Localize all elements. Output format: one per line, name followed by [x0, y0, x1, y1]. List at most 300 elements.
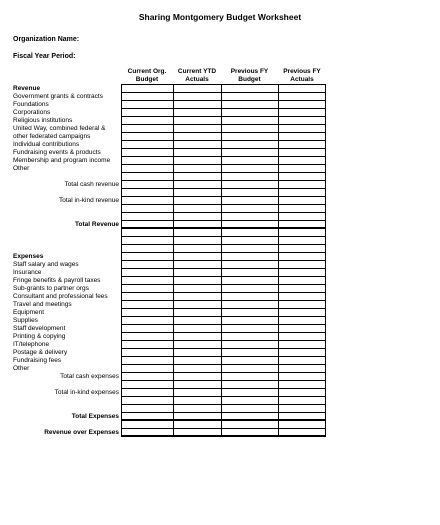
input-cell[interactable] — [173, 333, 221, 341]
row-cells — [121, 381, 326, 389]
row-cells — [121, 173, 326, 181]
input-cell[interactable] — [278, 309, 326, 317]
table-row — [0, 125, 440, 133]
input-cell[interactable] — [173, 173, 221, 181]
row-cells — [121, 117, 326, 125]
column-header-current-budget — [121, 68, 173, 84]
input-cell[interactable] — [121, 357, 173, 365]
input-cell[interactable] — [173, 429, 221, 437]
table-row — [0, 285, 440, 293]
input-cell[interactable] — [121, 301, 173, 309]
input-cell[interactable] — [221, 325, 278, 333]
row-cells — [121, 277, 326, 285]
row-label: Government grants & contracts — [13, 93, 103, 100]
input-cell[interactable] — [121, 101, 173, 109]
input-cell[interactable] — [278, 253, 326, 261]
row-label: Insurance — [13, 269, 42, 276]
input-cell[interactable] — [173, 117, 221, 125]
row-label: Other — [13, 365, 30, 372]
row-cells — [121, 421, 326, 429]
row-cells — [121, 197, 326, 205]
table-row — [0, 317, 440, 325]
row-label: Expenses — [13, 253, 44, 260]
input-cell[interactable] — [173, 317, 221, 325]
input-cell[interactable] — [278, 261, 326, 269]
column-header-line: Current Org. — [127, 68, 167, 75]
input-cell[interactable] — [221, 421, 278, 429]
input-cell[interactable] — [173, 309, 221, 317]
input-cell[interactable] — [278, 357, 326, 365]
row-label: Foundations — [13, 101, 49, 108]
input-cell[interactable] — [121, 381, 173, 389]
input-cell[interactable] — [121, 253, 173, 261]
input-cell[interactable] — [121, 269, 173, 277]
input-cell[interactable] — [221, 429, 278, 437]
row-label: Total cash expenses — [60, 373, 119, 380]
input-cell[interactable] — [121, 237, 173, 245]
input-cell[interactable] — [121, 125, 173, 133]
table-row — [0, 405, 440, 413]
input-cell[interactable] — [278, 381, 326, 389]
table-row — [0, 141, 440, 149]
input-cell[interactable] — [278, 269, 326, 277]
input-cell[interactable] — [173, 341, 221, 349]
row-label: Other — [13, 165, 30, 172]
input-cell[interactable] — [221, 317, 278, 325]
row-cells — [121, 133, 326, 141]
input-cell[interactable] — [221, 357, 278, 365]
row-label: Travel and meetings — [13, 301, 72, 308]
input-cell[interactable] — [173, 245, 221, 253]
input-cell[interactable] — [121, 149, 173, 157]
row-cells — [121, 189, 326, 197]
table-row — [0, 237, 440, 245]
input-cell[interactable] — [278, 117, 326, 125]
row-cells — [121, 205, 326, 213]
row-cells — [121, 165, 326, 173]
input-cell[interactable] — [278, 341, 326, 349]
input-cell[interactable] — [173, 325, 221, 333]
input-cell[interactable] — [173, 181, 221, 189]
row-label: Fundraising fees — [13, 357, 62, 364]
input-cell[interactable] — [278, 173, 326, 181]
input-cell[interactable] — [121, 293, 173, 301]
input-cell[interactable] — [221, 237, 278, 245]
input-cell[interactable] — [121, 85, 173, 93]
table-row — [0, 213, 440, 221]
input-cell[interactable] — [121, 181, 173, 189]
input-cell[interactable] — [221, 413, 278, 421]
input-cell[interactable] — [278, 397, 326, 405]
input-cell[interactable] — [278, 301, 326, 309]
input-cell[interactable] — [278, 189, 326, 197]
input-cell[interactable] — [121, 93, 173, 101]
input-cell[interactable] — [173, 205, 221, 213]
row-cells — [121, 221, 326, 229]
table-row — [0, 325, 440, 333]
input-cell[interactable] — [173, 261, 221, 269]
input-cell[interactable] — [121, 109, 173, 117]
row-label: Revenue — [13, 85, 41, 92]
input-cell[interactable] — [278, 149, 326, 157]
input-cell[interactable] — [278, 237, 326, 245]
input-cell[interactable] — [121, 413, 173, 421]
input-cell[interactable] — [278, 213, 326, 221]
row-cells — [121, 293, 326, 301]
input-cell[interactable] — [121, 229, 173, 237]
input-cell[interactable] — [278, 285, 326, 293]
table-row — [0, 389, 440, 397]
input-cell[interactable] — [173, 349, 221, 357]
input-cell[interactable] — [278, 133, 326, 141]
input-cell[interactable] — [278, 181, 326, 189]
input-cell[interactable] — [121, 197, 173, 205]
input-cell[interactable] — [173, 253, 221, 261]
input-cell[interactable] — [221, 85, 278, 93]
input-cell[interactable] — [121, 141, 173, 149]
input-cell[interactable] — [221, 341, 278, 349]
table-row — [0, 397, 440, 405]
input-cell[interactable] — [221, 405, 278, 413]
input-cell[interactable] — [121, 405, 173, 413]
input-cell[interactable] — [121, 341, 173, 349]
row-cells — [121, 141, 326, 149]
column-header-line: Current YTD — [177, 68, 217, 75]
table-row — [0, 157, 440, 165]
input-cell[interactable] — [221, 269, 278, 277]
input-cell[interactable] — [221, 157, 278, 165]
row-cells — [121, 269, 326, 277]
column-header-prev-actuals — [278, 68, 326, 84]
row-cells — [121, 397, 326, 405]
table-row — [0, 301, 440, 309]
row-label: Sub-grants to partner orgs — [13, 285, 89, 292]
table-row — [0, 101, 440, 109]
column-header-line: Previous FY — [230, 68, 269, 75]
input-cell[interactable] — [278, 197, 326, 205]
input-cell[interactable] — [221, 229, 278, 237]
table-row — [0, 269, 440, 277]
row-label: Fringe benefits & payroll taxes — [13, 277, 101, 284]
input-cell[interactable] — [121, 277, 173, 285]
input-cell[interactable] — [221, 149, 278, 157]
row-cells — [121, 365, 326, 373]
input-cell[interactable] — [278, 421, 326, 429]
row-cells — [121, 317, 326, 325]
table-row — [0, 413, 440, 421]
table-row — [0, 341, 440, 349]
row-cells — [121, 157, 326, 165]
input-cell[interactable] — [278, 413, 326, 421]
input-cell[interactable] — [221, 205, 278, 213]
input-cell[interactable] — [121, 165, 173, 173]
row-cells — [121, 237, 326, 245]
input-cell[interactable] — [173, 405, 221, 413]
table-row — [0, 109, 440, 117]
input-cell[interactable] — [121, 429, 173, 437]
row-cells — [121, 309, 326, 317]
row-cells — [121, 389, 326, 397]
input-cell[interactable] — [121, 213, 173, 221]
input-cell[interactable] — [278, 93, 326, 101]
input-cell[interactable] — [221, 293, 278, 301]
input-cell[interactable] — [173, 397, 221, 405]
input-cell[interactable] — [278, 405, 326, 413]
column-header-current-ytd — [173, 68, 221, 84]
row-label: Postage & delivery — [13, 349, 68, 356]
row-label: Printing & copying — [13, 333, 66, 340]
input-cell[interactable] — [121, 373, 173, 381]
row-label: IT/telephone — [13, 341, 50, 348]
column-header-line: Budget — [238, 76, 261, 83]
input-cell[interactable] — [173, 373, 221, 381]
input-cell[interactable] — [221, 365, 278, 373]
input-cell[interactable] — [121, 157, 173, 165]
column-header-prev-budget — [221, 68, 278, 84]
table-row — [0, 117, 440, 125]
input-cell[interactable] — [278, 229, 326, 237]
row-label: Membership and program income — [13, 157, 111, 164]
input-cell[interactable] — [121, 309, 173, 317]
input-cell[interactable] — [278, 293, 326, 301]
input-cell[interactable] — [121, 117, 173, 125]
input-cell[interactable] — [221, 101, 278, 109]
input-cell[interactable] — [278, 245, 326, 253]
table-row — [0, 93, 440, 101]
input-cell[interactable] — [221, 261, 278, 269]
input-cell[interactable] — [173, 413, 221, 421]
table-row — [0, 173, 440, 181]
input-cell[interactable] — [121, 333, 173, 341]
input-cell[interactable] — [121, 189, 173, 197]
row-cells — [121, 341, 326, 349]
row-cells — [121, 349, 326, 357]
input-cell[interactable] — [173, 357, 221, 365]
row-label: Total Expenses — [71, 413, 119, 420]
input-cell[interactable] — [173, 277, 221, 285]
input-cell[interactable] — [278, 365, 326, 373]
table-row — [0, 381, 440, 389]
input-cell[interactable] — [278, 317, 326, 325]
input-cell[interactable] — [173, 381, 221, 389]
table-row — [0, 221, 440, 229]
row-cells — [121, 429, 326, 437]
row-cells — [121, 333, 326, 341]
input-cell[interactable] — [173, 221, 221, 229]
row-label: Consultant and professional fees — [13, 293, 108, 300]
input-cell[interactable] — [278, 141, 326, 149]
input-cell[interactable] — [221, 141, 278, 149]
input-cell[interactable] — [173, 141, 221, 149]
input-cell[interactable] — [221, 117, 278, 125]
table-row — [0, 349, 440, 357]
input-cell[interactable] — [278, 389, 326, 397]
input-cell[interactable] — [221, 165, 278, 173]
input-cell[interactable] — [278, 101, 326, 109]
input-cell[interactable] — [278, 277, 326, 285]
input-cell[interactable] — [121, 285, 173, 293]
row-label: Religious institutions — [13, 117, 73, 124]
row-cells — [121, 109, 326, 117]
row-cells — [121, 245, 326, 253]
input-cell[interactable] — [121, 421, 173, 429]
row-cells — [121, 301, 326, 309]
input-cell[interactable] — [173, 421, 221, 429]
row-label: Equipment — [13, 309, 45, 316]
table-row — [0, 181, 440, 189]
input-cell[interactable] — [173, 133, 221, 141]
row-cells — [121, 85, 326, 93]
column-header-line: Actuals — [185, 76, 209, 83]
input-cell[interactable] — [221, 397, 278, 405]
table-row — [0, 293, 440, 301]
input-cell[interactable] — [221, 389, 278, 397]
row-label: Total in-kind revenue — [59, 197, 119, 204]
input-cell[interactable] — [221, 373, 278, 381]
input-cell[interactable] — [173, 125, 221, 133]
row-label: Total Revenue — [75, 221, 119, 228]
input-cell[interactable] — [278, 205, 326, 213]
input-cell[interactable] — [221, 309, 278, 317]
row-label: Staff development — [13, 325, 66, 332]
fiscal-year-label: Fiscal Year Period: — [13, 53, 76, 60]
table-row — [0, 357, 440, 365]
table-row — [0, 333, 440, 341]
input-cell[interactable] — [221, 381, 278, 389]
row-cells — [121, 213, 326, 221]
column-header-line: Previous FY — [283, 68, 321, 75]
row-cells — [121, 149, 326, 157]
input-cell[interactable] — [121, 205, 173, 213]
input-cell[interactable] — [173, 85, 221, 93]
input-cell[interactable] — [221, 93, 278, 101]
input-cell[interactable] — [173, 93, 221, 101]
table-row — [0, 261, 440, 269]
worksheet-title: Sharing Montgomery Budget Worksheet — [138, 12, 302, 22]
row-cells — [121, 325, 326, 333]
input-cell[interactable] — [278, 325, 326, 333]
table-row — [0, 365, 440, 373]
table-row — [0, 133, 440, 141]
input-cell[interactable] — [173, 189, 221, 197]
input-cell[interactable] — [221, 181, 278, 189]
row-label: United Way, combined federal & — [13, 125, 106, 132]
input-cell[interactable] — [278, 373, 326, 381]
input-cell[interactable] — [278, 165, 326, 173]
row-cells — [121, 413, 326, 421]
row-label: Staff salary and wages — [13, 261, 79, 268]
row-cells — [121, 229, 326, 237]
input-cell[interactable] — [173, 269, 221, 277]
row-cells — [121, 181, 326, 189]
row-label: Total cash revenue — [64, 181, 119, 188]
input-cell[interactable] — [221, 221, 278, 229]
input-cell[interactable] — [221, 277, 278, 285]
row-cells — [121, 373, 326, 381]
input-cell[interactable] — [121, 349, 173, 357]
input-cell[interactable] — [221, 301, 278, 309]
input-cell[interactable] — [173, 149, 221, 157]
input-cell[interactable] — [278, 349, 326, 357]
input-cell[interactable] — [173, 285, 221, 293]
input-cell[interactable] — [221, 213, 278, 221]
input-cell[interactable] — [221, 245, 278, 253]
row-label: other federated campaigns — [13, 133, 91, 140]
input-cell[interactable] — [278, 125, 326, 133]
input-cell[interactable] — [278, 157, 326, 165]
input-cell[interactable] — [278, 221, 326, 229]
row-cells — [121, 253, 326, 261]
input-cell[interactable] — [121, 245, 173, 253]
table-row — [0, 429, 440, 437]
input-cell[interactable] — [173, 165, 221, 173]
table-row — [0, 197, 440, 205]
table-row — [0, 205, 440, 213]
input-cell[interactable] — [173, 389, 221, 397]
input-cell[interactable] — [121, 397, 173, 405]
input-cell[interactable] — [173, 213, 221, 221]
input-cell[interactable] — [121, 261, 173, 269]
input-cell[interactable] — [173, 293, 221, 301]
input-cell[interactable] — [221, 189, 278, 197]
input-cell[interactable] — [121, 325, 173, 333]
table-row — [0, 165, 440, 173]
table-row — [0, 149, 440, 157]
input-cell[interactable] — [173, 301, 221, 309]
input-cell[interactable] — [173, 365, 221, 373]
table-row — [0, 245, 440, 253]
input-cell[interactable] — [221, 109, 278, 117]
organization-name-label: Organization Name: — [13, 36, 80, 43]
column-header-line: Actuals — [290, 76, 314, 83]
input-cell[interactable] — [278, 109, 326, 117]
input-cell[interactable] — [173, 237, 221, 245]
input-cell[interactable] — [221, 197, 278, 205]
row-label: Supplies — [13, 317, 38, 324]
input-cell[interactable] — [173, 101, 221, 109]
input-cell[interactable] — [121, 317, 173, 325]
input-cell[interactable] — [278, 429, 326, 437]
table-row — [0, 85, 440, 93]
input-cell[interactable] — [173, 109, 221, 117]
row-label: Revenue over Expenses — [44, 429, 119, 436]
input-cell[interactable] — [221, 173, 278, 181]
input-cell[interactable] — [221, 125, 278, 133]
input-cell[interactable] — [221, 133, 278, 141]
input-cell[interactable] — [221, 253, 278, 261]
input-cell[interactable] — [221, 349, 278, 357]
input-cell[interactable] — [173, 157, 221, 165]
input-cell[interactable] — [173, 229, 221, 237]
row-cells — [121, 285, 326, 293]
row-label: Fundraising events & products — [13, 149, 101, 156]
input-cell[interactable] — [278, 333, 326, 341]
input-cell[interactable] — [121, 389, 173, 397]
row-cells — [121, 357, 326, 365]
input-cell[interactable] — [121, 133, 173, 141]
input-cell[interactable] — [121, 365, 173, 373]
input-cell[interactable] — [173, 197, 221, 205]
column-header-line: Budget — [135, 76, 159, 83]
input-cell[interactable] — [121, 221, 173, 229]
input-cell[interactable] — [278, 85, 326, 93]
table-row — [0, 229, 440, 237]
row-cells — [121, 261, 326, 269]
table-row — [0, 189, 440, 197]
input-cell[interactable] — [121, 173, 173, 181]
input-cell[interactable] — [221, 333, 278, 341]
input-cell[interactable] — [221, 285, 278, 293]
